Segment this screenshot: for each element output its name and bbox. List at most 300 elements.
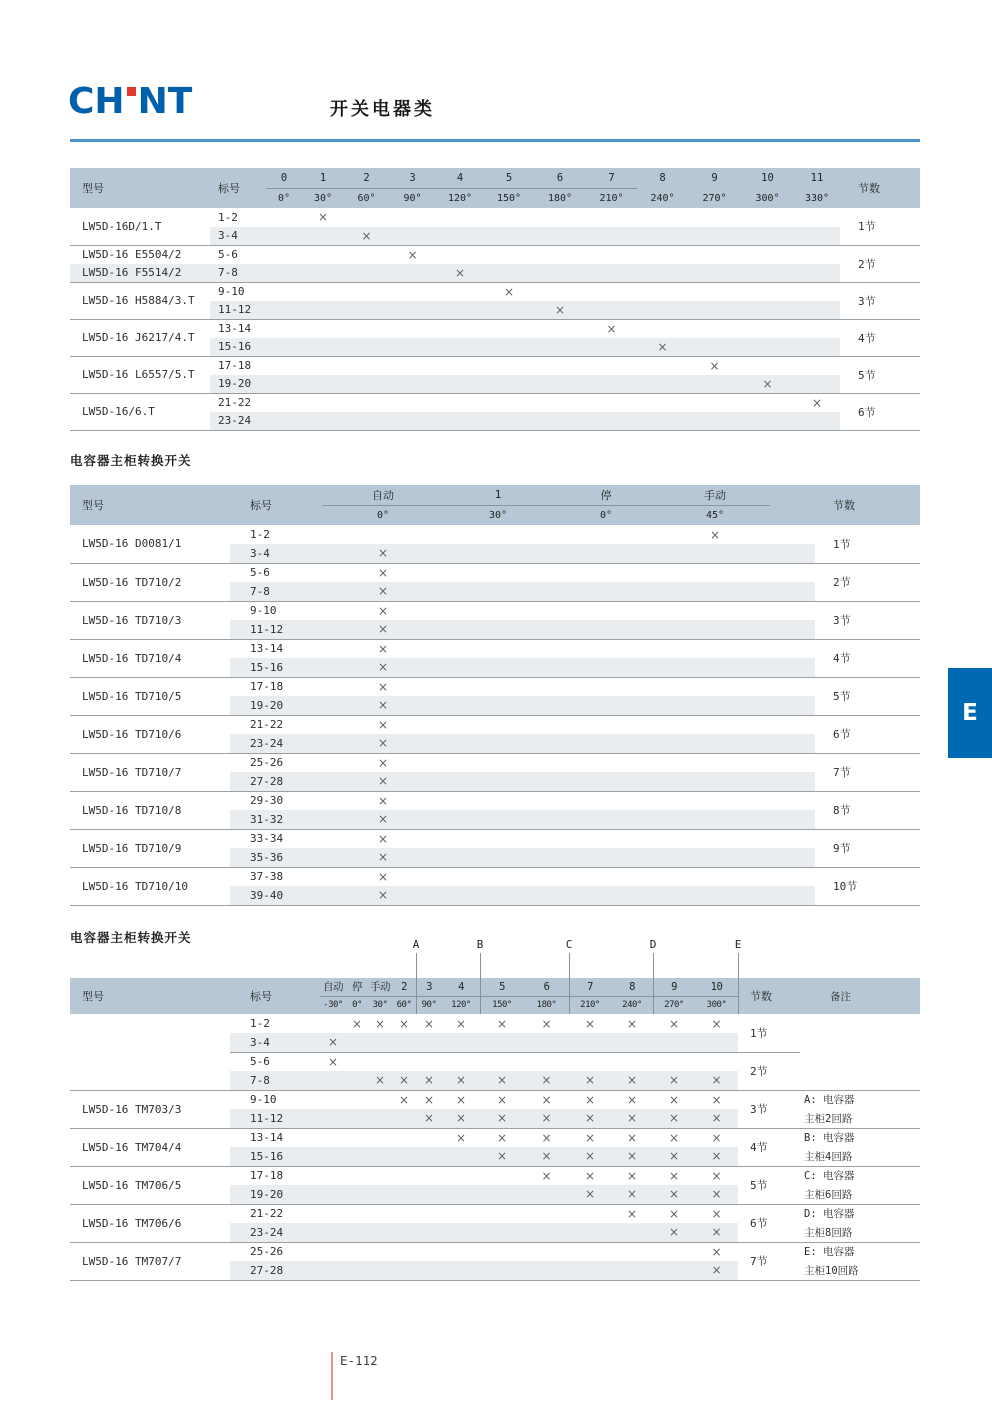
table-row xyxy=(70,319,920,338)
mark-cell xyxy=(524,1223,569,1242)
mark-cell xyxy=(389,301,436,320)
label-cell: 19-20 xyxy=(230,696,322,715)
mark-cell xyxy=(320,1128,346,1147)
filler-cell xyxy=(770,886,815,905)
circuit-marker-letter: A xyxy=(412,938,420,951)
mark-cell: × xyxy=(496,1016,508,1031)
label-cell: 9-10 xyxy=(230,1090,320,1109)
mark-cell: × xyxy=(569,1090,611,1109)
mark-cell xyxy=(611,1242,653,1261)
model-cell: LW5D-16 TM706/5 xyxy=(70,1166,230,1204)
mark-cell xyxy=(368,1128,392,1147)
filler-cell xyxy=(770,601,815,620)
mark-cell: × xyxy=(416,1071,442,1090)
mark-cell xyxy=(586,245,637,264)
model-cell: LW5D-16 TD710/9 xyxy=(70,829,230,867)
filler-cell xyxy=(770,867,815,886)
mark-cell xyxy=(484,319,534,338)
table-row xyxy=(70,208,920,227)
mark-cell: × xyxy=(695,1071,738,1090)
mark-cell xyxy=(320,1223,346,1242)
mark-cell xyxy=(389,319,436,338)
position-number: 3 xyxy=(416,978,442,996)
mark-cell: × xyxy=(695,1128,738,1147)
position-number: 10 xyxy=(741,168,794,188)
mark-cell xyxy=(444,601,552,620)
mark-cell: × xyxy=(709,527,721,542)
mark-cell xyxy=(416,1223,442,1242)
label-cell: 33-34 xyxy=(230,829,322,848)
mark-cell: × xyxy=(455,1016,467,1031)
mark-cell xyxy=(368,1242,392,1261)
mark-cell: × xyxy=(653,1204,695,1223)
mark-cell: × xyxy=(322,715,444,734)
mark-cell xyxy=(480,1166,524,1185)
mark-cell xyxy=(346,1204,368,1223)
mark-cell xyxy=(444,696,552,715)
mark-cell: × xyxy=(569,1166,611,1185)
mark-cell xyxy=(368,1090,392,1109)
capacitor-main-cabinet-table-2 xyxy=(70,978,920,1281)
mark-cell xyxy=(436,412,484,431)
mark-cell xyxy=(637,356,688,375)
mark-cell: × xyxy=(480,1109,524,1128)
mark-cell xyxy=(611,1052,653,1071)
mark-cell xyxy=(484,245,534,264)
circuit-marker-line xyxy=(480,953,481,1014)
mark-cell xyxy=(660,867,770,886)
mark-cell: × xyxy=(626,1016,638,1031)
mark-cell: × xyxy=(611,1128,653,1147)
mark-cell xyxy=(444,544,552,563)
mark-cell xyxy=(569,1204,611,1223)
mark-cell: × xyxy=(480,1071,524,1090)
mark-cell: × xyxy=(322,734,444,753)
label-cell: 17-18 xyxy=(210,356,266,375)
sections-cell: 9节 xyxy=(815,829,920,867)
mark-cell xyxy=(346,1128,368,1147)
mark-cell: × xyxy=(317,210,329,225)
mark-cell xyxy=(344,356,389,375)
mark-cell xyxy=(416,1033,442,1052)
position-number: 11 xyxy=(794,168,840,188)
mark-cell xyxy=(320,1166,346,1185)
mark-cell xyxy=(794,264,840,283)
mark-cell xyxy=(637,245,688,264)
filler-cell xyxy=(770,715,815,734)
mark-cell: × xyxy=(322,867,444,886)
mark-cell xyxy=(569,1223,611,1242)
filler-cell xyxy=(770,791,815,810)
position-angle: 300° xyxy=(695,996,738,1014)
sections-cell: 2节 xyxy=(815,563,920,601)
remark-cell xyxy=(800,1071,920,1090)
mark-cell xyxy=(586,227,637,246)
circuit-marker-letter: C xyxy=(565,938,573,951)
mark-cell xyxy=(444,791,552,810)
mark-cell: × xyxy=(695,1185,738,1204)
header-rule xyxy=(70,139,920,142)
mark-cell xyxy=(444,772,552,791)
mark-cell xyxy=(266,338,302,357)
remark-cell: E: 电容器 xyxy=(800,1242,920,1261)
mark-cell xyxy=(392,1147,416,1166)
col-header-sections: 节数 xyxy=(738,978,800,1014)
position-angle: 330° xyxy=(794,188,840,208)
mark-cell xyxy=(552,677,660,696)
mark-cell xyxy=(688,393,741,412)
page-title: 开关电器类 xyxy=(330,99,435,120)
model-cell: LW5D-16 TM707/7 xyxy=(70,1242,230,1280)
position-number: 9 xyxy=(688,168,741,188)
position-angle: 120° xyxy=(436,188,484,208)
mark-cell xyxy=(436,319,484,338)
model-cell: LW5D-16 TM706/6 xyxy=(70,1204,230,1242)
mark-cell xyxy=(344,412,389,431)
section-title-capacitor-switch-2: 电容器主柜转换开关 xyxy=(70,930,192,945)
header-row xyxy=(70,978,920,996)
label-cell: 1-2 xyxy=(250,1017,270,1030)
position-angle: 45° xyxy=(660,505,770,525)
label-cell: 15-16 xyxy=(230,1147,320,1166)
mark-cell xyxy=(266,375,302,394)
mark-cell xyxy=(302,301,344,320)
rotation-positions-table xyxy=(70,168,920,431)
position-number: 8 xyxy=(611,978,653,996)
mark-cell xyxy=(741,319,794,338)
mark-cell: × xyxy=(322,772,444,791)
mark-cell: × xyxy=(374,1016,386,1031)
mark-cell xyxy=(637,227,688,246)
position-angle: 180° xyxy=(534,188,586,208)
mark-cell xyxy=(534,375,586,394)
mark-cell xyxy=(480,1261,524,1280)
mark-cell xyxy=(480,1185,524,1204)
mark-cell: × xyxy=(688,356,741,375)
mark-cell xyxy=(392,1166,416,1185)
mark-cell xyxy=(586,301,637,320)
col-header-model: 型号 xyxy=(70,485,230,525)
mark-cell xyxy=(484,227,534,246)
mark-cell: × xyxy=(322,601,444,620)
mark-cell xyxy=(322,525,444,544)
filler-cell xyxy=(770,734,815,753)
mark-cell xyxy=(444,582,552,601)
sections-cell: 4节 xyxy=(738,1128,800,1166)
mark-cell xyxy=(794,338,840,357)
mark-cell xyxy=(320,1147,346,1166)
mark-cell xyxy=(552,848,660,867)
label-cell: 21-22 xyxy=(230,1204,320,1223)
mark-cell xyxy=(389,282,436,301)
mark-cell: × xyxy=(392,1090,416,1109)
mark-cell: × xyxy=(653,1185,695,1204)
mark-cell xyxy=(552,658,660,677)
position-number: 7 xyxy=(586,168,637,188)
mark-cell: × xyxy=(389,245,436,264)
mark-cell xyxy=(660,696,770,715)
mark-cell xyxy=(266,208,302,227)
mark-cell xyxy=(688,264,741,283)
mark-cell xyxy=(688,301,741,320)
mark-cell xyxy=(794,227,840,246)
mark-cell xyxy=(389,356,436,375)
filler-cell xyxy=(770,677,815,696)
position-number: 0 xyxy=(266,168,302,188)
mark-cell: × xyxy=(611,1185,653,1204)
sections-cell: 10节 xyxy=(815,867,920,905)
mark-cell: × xyxy=(344,227,389,246)
mark-cell: × xyxy=(524,1166,569,1185)
mark-cell xyxy=(416,1242,442,1261)
mark-cell xyxy=(436,356,484,375)
mark-cell: × xyxy=(484,282,534,301)
mark-cell xyxy=(741,264,794,283)
mark-cell xyxy=(794,375,840,394)
table-row xyxy=(70,245,920,264)
model-cell: LW5D-16 TD710/5 xyxy=(70,677,230,715)
mark-cell: × xyxy=(569,1147,611,1166)
mark-cell xyxy=(266,301,302,320)
table-row xyxy=(70,282,920,301)
sections-cell: 1节 xyxy=(750,1026,768,1040)
remark-cell: A: 电容器 xyxy=(800,1090,920,1109)
position-angle: 30° xyxy=(444,505,552,525)
mark-cell xyxy=(416,1147,442,1166)
mark-cell xyxy=(302,227,344,246)
model-cell: LW5D-16D/1.T xyxy=(82,219,162,233)
mark-cell xyxy=(552,753,660,772)
label-cell: 35-36 xyxy=(230,848,322,867)
mark-cell xyxy=(442,1185,480,1204)
mark-cell xyxy=(346,1052,368,1071)
label-cell: 13-14 xyxy=(230,639,322,658)
mark-cell xyxy=(660,620,770,639)
mark-cell xyxy=(368,1261,392,1280)
mark-cell xyxy=(534,227,586,246)
label-cell: 21-22 xyxy=(230,715,322,734)
mark-cell xyxy=(389,393,436,412)
mark-cell xyxy=(320,1071,346,1090)
mark-cell xyxy=(320,1109,346,1128)
mark-cell xyxy=(637,208,688,227)
mark-cell: × xyxy=(653,1223,695,1242)
sections-cell: 3节 xyxy=(840,282,920,319)
mark-cell: × xyxy=(541,1016,552,1031)
capacitor-main-cabinet-table-1 xyxy=(70,485,920,906)
mark-cell xyxy=(653,1052,695,1071)
label-cell: 15-16 xyxy=(210,338,266,357)
mark-cell xyxy=(346,1185,368,1204)
mark-cell xyxy=(444,563,552,582)
mark-cell: × xyxy=(524,1090,569,1109)
mark-cell xyxy=(534,338,586,357)
model-cell: LW5D-16 TD710/4 xyxy=(70,639,230,677)
filler-cell xyxy=(770,810,815,829)
mark-cell xyxy=(346,1261,368,1280)
position-angle: 0° xyxy=(552,505,660,525)
header-row xyxy=(70,485,920,505)
mark-cell xyxy=(653,1261,695,1280)
mark-cell xyxy=(436,338,484,357)
circuit-marker-letter: D xyxy=(649,938,657,951)
mark-cell: × xyxy=(392,1071,416,1090)
sections-cell: 5节 xyxy=(840,356,920,393)
mark-cell: × xyxy=(653,1090,695,1109)
table-row xyxy=(70,1090,920,1109)
mark-cell: × xyxy=(322,791,444,810)
mark-cell xyxy=(534,245,586,264)
mark-cell: × xyxy=(695,1223,738,1242)
sections-cell: 6节 xyxy=(840,393,920,430)
mark-cell xyxy=(442,1223,480,1242)
table-row xyxy=(70,1166,920,1185)
label-cell: 37-38 xyxy=(230,867,322,886)
mark-cell xyxy=(660,715,770,734)
mark-cell xyxy=(637,282,688,301)
mark-cell: × xyxy=(524,1147,569,1166)
logo-dot-icon xyxy=(127,87,136,96)
mark-cell: × xyxy=(351,1016,363,1031)
mark-cell xyxy=(552,810,660,829)
mark-cell xyxy=(320,1185,346,1204)
mark-cell xyxy=(637,301,688,320)
position-angle: 0° xyxy=(346,996,368,1014)
table-row xyxy=(70,264,920,283)
col-header-label: 标号 xyxy=(230,978,320,1014)
mark-cell xyxy=(266,282,302,301)
mark-cell: × xyxy=(442,1090,480,1109)
mark-cell: × xyxy=(416,1090,442,1109)
mark-cell xyxy=(368,1166,392,1185)
mark-cell: × xyxy=(322,886,444,905)
mark-cell: × xyxy=(695,1166,738,1185)
mark-cell xyxy=(611,1033,653,1052)
mark-cell xyxy=(320,1014,346,1033)
label-cell: 25-26 xyxy=(230,753,322,772)
position-angle: 270° xyxy=(688,188,741,208)
mark-cell xyxy=(302,264,344,283)
model-cell xyxy=(70,1014,230,1052)
remark-cell: 主柜8回路 xyxy=(804,1226,853,1239)
mark-cell: × xyxy=(586,319,637,338)
mark-cell xyxy=(660,886,770,905)
mark-cell: × xyxy=(584,1016,596,1031)
mark-cell xyxy=(444,734,552,753)
mark-cell: × xyxy=(322,753,444,772)
mark-cell: × xyxy=(611,1147,653,1166)
position-angle: 90° xyxy=(389,188,436,208)
mark-cell xyxy=(660,829,770,848)
mark-cell xyxy=(444,867,552,886)
mark-cell xyxy=(389,208,436,227)
model-cell: LW5D-16 TM704/4 xyxy=(70,1128,230,1166)
mark-cell xyxy=(480,1223,524,1242)
mark-cell xyxy=(444,886,552,905)
sections-cell: 6节 xyxy=(815,715,920,753)
mark-cell: × xyxy=(436,264,484,283)
position-number: 4 xyxy=(442,978,480,996)
mark-cell xyxy=(346,1071,368,1090)
mark-cell xyxy=(416,1166,442,1185)
mark-cell: × xyxy=(322,848,444,867)
mark-cell xyxy=(442,1052,480,1071)
mark-cell: × xyxy=(442,1109,480,1128)
table-row xyxy=(70,639,920,658)
mark-cell xyxy=(569,1261,611,1280)
mark-cell xyxy=(444,658,552,677)
mark-cell xyxy=(660,791,770,810)
sections-cell: 3节 xyxy=(815,601,920,639)
model-cell: LW5D-16 D0081/1 xyxy=(82,537,182,551)
mark-cell xyxy=(389,227,436,246)
label-cell: 7-8 xyxy=(210,264,266,283)
mark-cell xyxy=(552,829,660,848)
mark-cell xyxy=(444,639,552,658)
model-cell: LW5D-16 E5504/2 xyxy=(70,245,210,264)
mark-cell xyxy=(552,525,660,544)
table-row xyxy=(70,1052,920,1071)
mark-cell xyxy=(695,1033,738,1052)
table-row xyxy=(70,563,920,582)
mark-cell xyxy=(586,208,637,227)
mark-cell xyxy=(552,620,660,639)
mark-cell xyxy=(660,677,770,696)
label-cell: 29-30 xyxy=(230,791,322,810)
mark-cell: × xyxy=(711,1016,722,1031)
position-number: 3 xyxy=(389,168,436,188)
mark-cell xyxy=(660,658,770,677)
mark-cell xyxy=(688,338,741,357)
mark-cell xyxy=(534,412,586,431)
circuit-marker-line xyxy=(569,953,570,1014)
label-cell: 31-32 xyxy=(230,810,322,829)
mark-cell xyxy=(794,412,840,431)
filler-cell xyxy=(770,525,815,544)
col-header-label: 标号 xyxy=(230,485,322,525)
mark-cell xyxy=(586,412,637,431)
filler-cell xyxy=(770,544,815,563)
mark-cell xyxy=(569,1052,611,1071)
mark-cell xyxy=(524,1204,569,1223)
sections-cell: 4节 xyxy=(840,319,920,356)
mark-cell: × xyxy=(480,1090,524,1109)
mark-cell xyxy=(484,338,534,357)
mark-cell xyxy=(660,582,770,601)
mark-cell xyxy=(484,264,534,283)
mark-cell: × xyxy=(320,1033,346,1052)
label-cell: 5-6 xyxy=(230,1052,320,1071)
model-cell xyxy=(70,1052,230,1090)
mark-cell xyxy=(368,1109,392,1128)
position-number: 6 xyxy=(524,978,569,996)
mark-cell xyxy=(484,393,534,412)
remark-cell xyxy=(800,1052,920,1071)
mark-cell xyxy=(436,245,484,264)
mark-cell xyxy=(552,791,660,810)
mark-cell xyxy=(653,1242,695,1261)
mark-cell xyxy=(484,356,534,375)
table-row xyxy=(70,525,920,544)
position-angle: 30° xyxy=(368,996,392,1014)
position-angle: 210° xyxy=(569,996,611,1014)
position-number: 10 xyxy=(695,978,738,996)
col-header-sections: 节数 xyxy=(815,485,920,525)
mark-cell xyxy=(436,301,484,320)
mark-cell xyxy=(484,301,534,320)
mark-cell xyxy=(444,810,552,829)
mark-cell xyxy=(637,393,688,412)
